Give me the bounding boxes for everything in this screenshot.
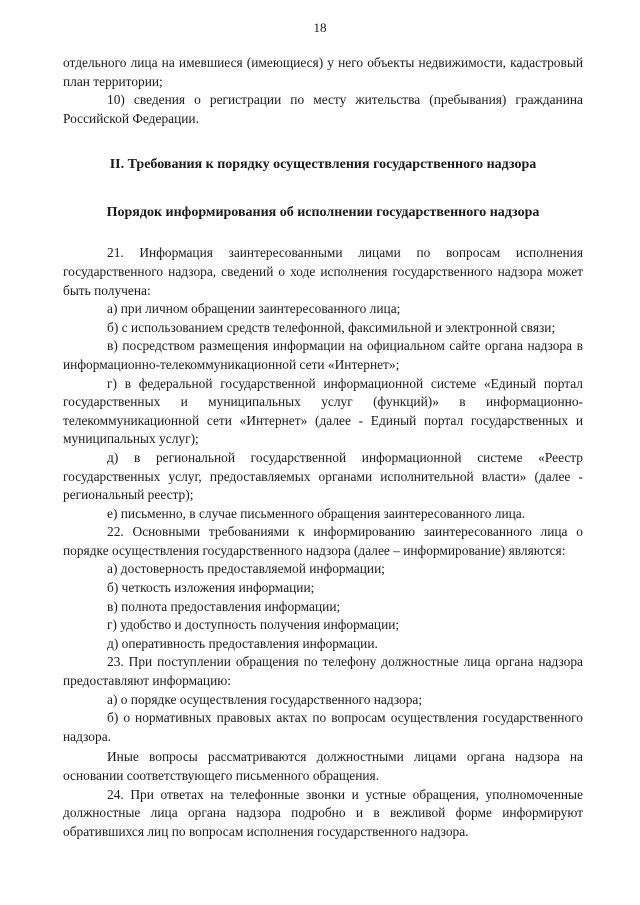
- subsection-title: Порядок информирования об исполнении государственного надзора: [106, 205, 540, 221]
- paragraph-22-item-g: г) удобство и доступность получения информации;: [107, 617, 400, 633]
- section-title: II. Требования к порядку осуществления государственного надзора: [109, 157, 537, 173]
- paragraph-23-item-a: а) о порядке осуществления государственного надзора;: [107, 691, 423, 707]
- page-number: 18: [313, 20, 327, 35]
- paragraph-23-note: Иные вопросы рассматриваются должностными лицами органа надзора на основании соответствующего письменного обращения.: [63, 749, 583, 783]
- paragraph-21-item-v: в) посредством размещения информации на официальном сайте органа надзора в информационно-телекоммуникационной сети «Интернет»;: [63, 338, 583, 372]
- paragraph-21-item-g: г) в федеральной государственной информационной системе «Единый портал государственных и муниципальных услуг (функций)» в информационно-телекоммуникационной сети «Интернет» (далее - Единый портал государственных и муниципальных услуг);: [63, 375, 583, 447]
- paragraph-22-item-b: б) четкость изложения информации;: [107, 580, 315, 596]
- paragraph-21-list: [63, 300, 583, 523]
- paragraph-23-list: [63, 691, 583, 747]
- paragraph-21-item-a: а) при личном обращении заинтересованного лица;: [107, 301, 401, 317]
- paragraph-22-lead: 22. Основными требованиями к информированию заинтересованного лица о порядке осуществления государственного надзора (далее – информирование) являются:: [63, 524, 583, 558]
- paragraph-21-item-b: б) с использованием средств телефонной, факсимильной и электронной связи;: [107, 319, 556, 335]
- paragraph-22-item-d: д) оперативность предоставления информации.: [107, 635, 378, 651]
- paragraph-23-lead: 23. При поступлении обращения по телефону должностные лица органа надзора предоставляют информацию:: [63, 654, 583, 689]
- paragraph-21-lead: 21. Информация заинтересованными лицами по вопросам исполнения государственного надзора, сведений о ходе исполнения государственного надзора может быть получена:: [63, 245, 583, 298]
- document-body: [63, 54, 583, 841]
- paragraph-21-item-d: д) в региональной государственной информационной системе «Реестр государственных услуг, предоставляемых органами исполнительной власти» (далее - региональный реестр);: [63, 449, 583, 503]
- paragraph-24-lead: 24. При ответах на телефонные звонки и устные обращения, уполномоченные должностные лица органа надзора подробно и в вежливой форме информируют обратившихся лиц по вопросам исполнения государственного надзора.: [63, 786, 583, 839]
- paragraph-22-item-a: а) достоверность предоставляемой информации;: [107, 561, 385, 577]
- paragraph-23-item-b: б) о нормативных правовых актах по вопросам осуществления государственного надзора.: [63, 710, 583, 744]
- intro-item-10: 10) сведения о регистрации по месту жительства (пребывания) гражданина Российской Федерации.: [63, 92, 583, 126]
- intro-continuation: отдельного лица на имевшиеся (имеющиеся) у него объекты недвижимости, кадастровый план территории;: [63, 55, 583, 89]
- paragraph-22-item-v: в) полнота предоставления информации;: [107, 598, 341, 614]
- paragraph-21-item-e: е) письменно, в случае письменного обращения заинтересованного лица.: [107, 505, 526, 521]
- paragraph-22-list: [63, 560, 583, 653]
